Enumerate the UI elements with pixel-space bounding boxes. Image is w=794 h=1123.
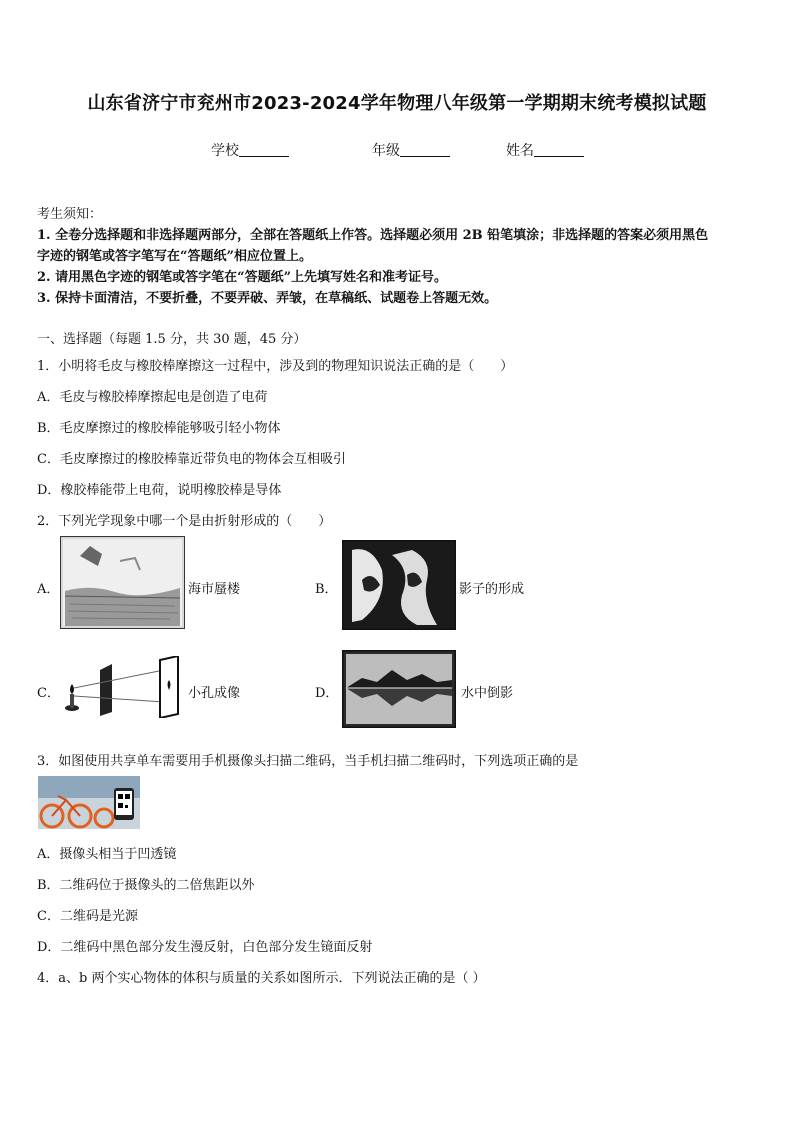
q2-option-b-label: 影子的形成 [459, 582, 525, 597]
reflection-image [342, 650, 456, 728]
page-title: 山东省济宁市兖州市2023-2024学年物理八年级第一学期期末统考模拟试题 [87, 93, 707, 114]
q4-stem: 4．a、b 两个实心物体的体积与质量的关系如图所示．下列说法正确的是（ ） [37, 971, 486, 986]
q3-option-b[interactable]: B．二维码位于摄像头的二倍焦距以外 [37, 878, 255, 893]
mirage-image [60, 536, 185, 629]
q1-option-b[interactable]: B．毛皮摩擦过的橡胶棒能够吸引轻小物体 [37, 421, 281, 436]
grade-blank[interactable] [400, 142, 450, 157]
bike-qr-image [38, 776, 140, 829]
q1-option-c[interactable]: C．毛皮摩擦过的橡胶棒靠近带负电的物体会互相吸引 [37, 452, 346, 467]
notice-item-3: 3. 保持卡面清洁，不要折叠，不要弄破、弄皱，在草稿纸、试题卷上答题无效。 [37, 291, 498, 306]
q1-option-d[interactable]: D．橡胶棒能带上电荷，说明橡胶棒是导体 [37, 483, 282, 498]
q3-option-d[interactable]: D．二维码中黑色部分发生漫反射，白色部分发生镜面反射 [37, 940, 373, 955]
notice-item-1-cont: 字迹的钢笔或答字笔写在“答题纸”相应位置上。 [37, 249, 312, 264]
q2-option-a-label: 海市蜃楼 [188, 582, 241, 597]
section1-heading: 一、选择题（每题 1.5 分，共 30 题，45 分） [37, 332, 307, 347]
q1-option-a[interactable]: A．毛皮与橡胶棒摩擦起电是创造了电荷 [37, 390, 268, 405]
q3-option-a[interactable]: A．摄像头相当于凹透镜 [37, 847, 177, 862]
notice-item-2: 2. 请用黑色字迹的钢笔或答字笔在“答题纸”上先填写姓名和准考证号。 [37, 270, 448, 285]
notice-heading: 考生须知： [37, 207, 103, 222]
name-blank[interactable] [534, 142, 584, 157]
q2-option-c-label: 小孔成像 [188, 686, 241, 701]
q3-option-c[interactable]: C．二维码是光源 [37, 909, 138, 924]
grade-label: 年级 [372, 143, 400, 159]
name-label: 姓名 [506, 143, 534, 159]
q2-option-d-letter[interactable]: D． [315, 686, 339, 701]
shadow-image [342, 540, 456, 630]
notice-item-1: 1. 全卷分选择题和非选择题两部分，全部在答题纸上作答。选择题必须用 2B 铅笔填涂；非选择题的答案必须用黑色 [37, 228, 709, 243]
grade-field [372, 140, 450, 160]
q2-option-a-letter[interactable]: A． [37, 582, 60, 597]
q2-option-b-letter[interactable]: B． [315, 582, 338, 597]
q2-option-d-label: 水中倒影 [461, 686, 514, 701]
q3-stem: 3．如图使用共享单车需要用手机摄像头扫描二维码，当手机扫描二维码时，下列选项正确的是 [37, 754, 579, 769]
school-field [211, 140, 289, 160]
school-blank[interactable] [239, 142, 289, 157]
school-label: 学校 [211, 143, 239, 159]
q2-option-c-letter[interactable]: C． [37, 686, 60, 701]
q1-stem: 1．小明将毛皮与橡胶棒摩擦这一过程中，涉及到的物理知识说法正确的是（ ） [37, 359, 514, 374]
name-field [506, 140, 584, 160]
pinhole-image [60, 656, 185, 718]
q2-stem: 2．下列光学现象中哪一个是由折射形成的（ ） [37, 514, 332, 529]
